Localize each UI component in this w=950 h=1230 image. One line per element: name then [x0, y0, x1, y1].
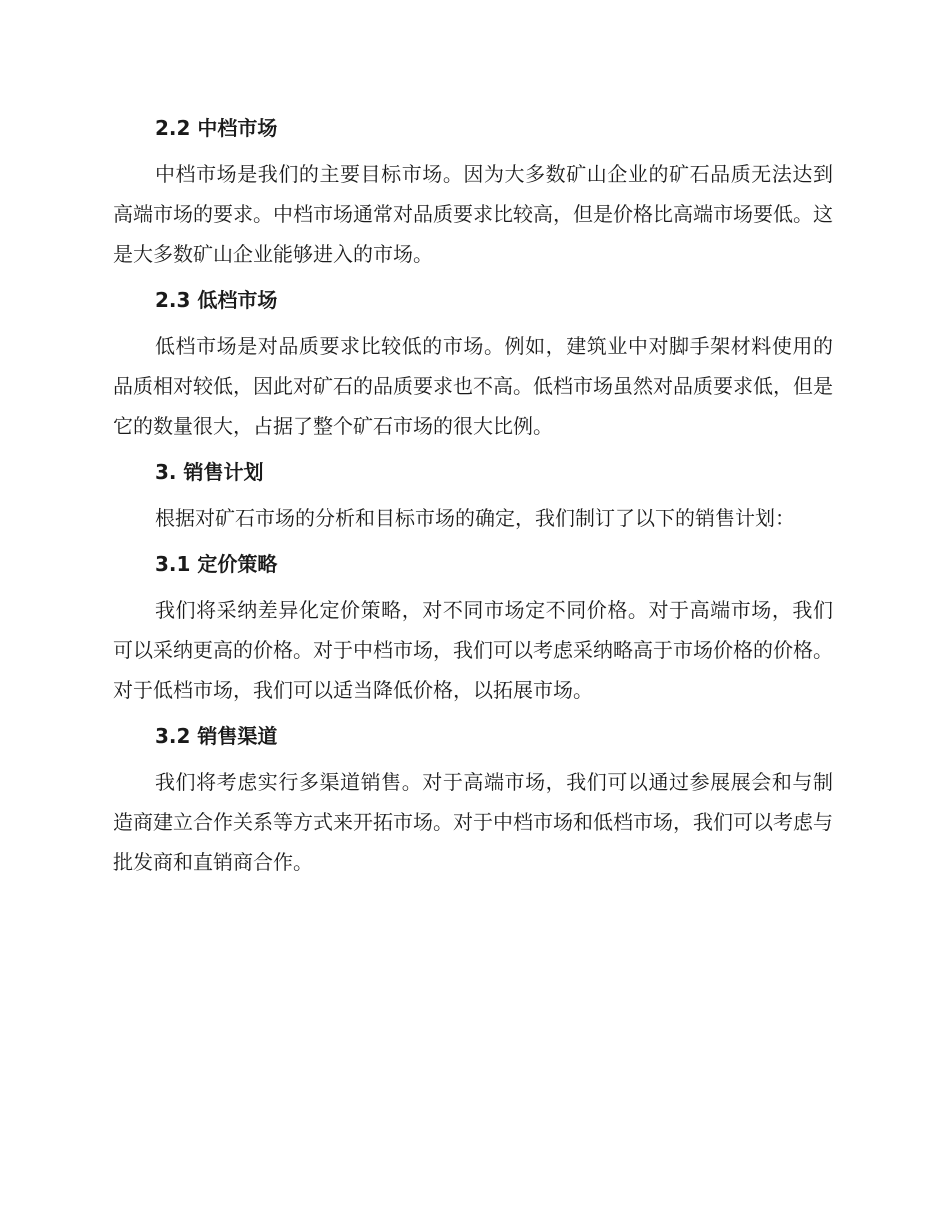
section-heading-3: 3. 销售计划	[155, 460, 264, 484]
section-heading-2-3: 2.3 低档市场	[155, 288, 278, 312]
document-content	[113, 108, 833, 888]
section-body-3: 根据对矿石市场的分析和目标市场的确定，我们制订了以下的销售计划：	[155, 506, 795, 530]
section-body-3-2: 我们将考虑实行多渠道销售。对于高端市场，我们可以通过参展展会和与制造商建立合作关系等方式来开拓市场。对于中档市场和低档市场，我们可以考虑与批发商和直销商合作。	[113, 770, 833, 874]
section-body-2-3: 低档市场是对品质要求比较低的市场。例如，建筑业中对脚手架材料使用的品质相对较低，因此对矿石的品质要求也不高。低档市场虽然对品质要求低，但是它的数量很大，占据了整个矿石市场的很大比例。	[113, 334, 833, 438]
section-body-2-2: 中档市场是我们的主要目标市场。因为大多数矿山企业的矿石品质无法达到高端市场的要求。中档市场通常对品质要求比较高，但是价格比高端市场要低。这是大多数矿山企业能够进入的市场。	[113, 162, 833, 266]
section-heading-3-2: 3.2 销售渠道	[155, 724, 278, 748]
section-heading-3-1: 3.1 定价策略	[155, 552, 278, 576]
section-heading-2-2: 2.2 中档市场	[155, 116, 278, 140]
section-body-3-1: 我们将采纳差异化定价策略，对不同市场定不同价格。对于高端市场，我们可以采纳更高的价格。对于中档市场，我们可以考虑采纳略高于市场价格的价格。对于低档市场，我们可以适当降低价格，以拓展市场。	[113, 598, 833, 702]
